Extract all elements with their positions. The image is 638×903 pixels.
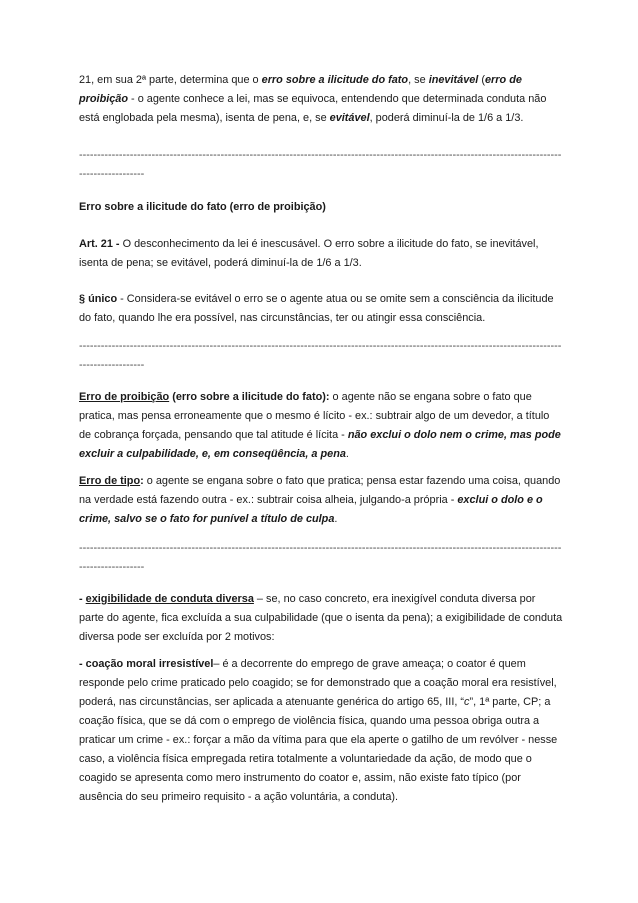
unico-label: § único: [79, 293, 118, 305]
intro-text: , se: [408, 74, 429, 86]
art21-text: O desconhecimento da lei é inescusável. O erro sobre a ilicitude do fato, se inevitável, isenta de pena; se evitável, poderá diminuí-la de 1/6 a 1/3.: [79, 238, 539, 269]
erro-tipo-paragraph: [79, 472, 563, 529]
coacao-text: – é a decorrente do emprego de grave ameaça; o coator é quem responde pelo crime praticado pelo coagido; se for demonstrado que a coação moral era resistível, poderá, nas circunstâncias, ser aplicada a atenuante genérica do artigo 65, III, “: [79, 658, 557, 708]
exigibilidade-dash: -: [79, 593, 86, 605]
section-heading: Erro sobre a ilicitude do fato (erro de proibição): [79, 201, 326, 213]
intro-text: 21, em sua 2ª parte, determina que o: [79, 74, 262, 86]
proibicao-conclusion: não exclui o dolo nem o crime, mas pode excluir a culpabilidade, e, em conseqüência, a pena: [79, 429, 561, 460]
term-erro-de-proibicao: Erro de proibição: [79, 391, 170, 403]
intro-text: , poderá diminuí-la de 1/6 a 1/3.: [369, 112, 524, 124]
intro-text: (: [478, 74, 485, 86]
erro-proibicao-paragraph: [79, 388, 563, 464]
exigibilidade-paragraph: [79, 590, 563, 647]
art21-label: Art. 21 -: [79, 238, 120, 250]
term-inevitavel: inevitável: [428, 74, 479, 86]
tipo-colon: :: [140, 475, 144, 487]
intro-paragraph: [79, 71, 563, 128]
separator-line: -------------------------------------------------------------------------------------------------------------------------------------------------------: [79, 340, 562, 371]
coacao-letter-c: c: [464, 696, 470, 708]
term-evitavel: evitável: [329, 112, 370, 124]
unico-text: - Considera-se evitável o erro se o agente atua ou se omite sem a consciência da ilicitude do fato, quando lhe era possível, nas circunstâncias, ter ou atingir essa consciência.: [79, 293, 554, 324]
term-coacao-moral: - coação moral irresistível: [79, 658, 214, 670]
proibicao-text: o agente não se engana sobre o fato que pratica, mas pensa erroneamente que o mesmo é lícito - ex.: subtrair algo de um devedor, a título de cobrança forçada, pensando que tal atitude é lícita -: [79, 391, 550, 441]
exigibilidade-text: – se, no caso concreto, era inexigível conduta diversa por parte do agente, fica excluída a sua culpabilidade (que o isenta da pena); a exigibilidade de conduta diversa pode ser excluída por 2 motivos:: [79, 593, 563, 643]
tipo-end: .: [334, 513, 338, 525]
tipo-conclusion: exclui o dolo e o crime, salvo se o fato for punível a título de culpa: [79, 494, 543, 525]
proibicao-paren: (erro sobre a ilicitude do fato):: [169, 391, 330, 403]
paragrafo-unico: [79, 290, 563, 328]
separator-line: -------------------------------------------------------------------------------------------------------------------------------------------------------: [79, 149, 562, 180]
tipo-text: o agente se engana sobre o fato que pratica; pensa estar fazendo uma coisa, quando na verdade está fazendo outra - ex.: subtrair coisa alheia, julgando-a própria -: [79, 475, 561, 506]
term-exigibilidade: exigibilidade de conduta diversa: [85, 593, 254, 605]
term-erro-de-tipo: Erro de tipo: [79, 475, 141, 487]
intro-text: - o agente conhece a lei, mas se equivoca, entendendo que determinada conduta não está englobada pela mesma), isenta de pena, e, se: [79, 93, 547, 124]
term-erro-proibicao: erro de proibição: [79, 74, 522, 105]
coacao-text: ”, 1ª parte, CP; a coação física, que se dá com o emprego de violência física, quando uma pessoa obriga outra a praticar um crime - ex.: forçar a mão da vítima para que ela aperte o gatilho de um revólver - nesse caso, a violência física empregada retira totalmente a voluntariedade da ação, de modo que o coagido se apresenta como mero instrumento do coator e, assim, não existe fato típico (por ausência do seu primeiro requisito - a ação voluntária, a conduta).: [79, 696, 558, 803]
term-erro-ilicitude: erro sobre a ilicitude do fato: [261, 74, 409, 86]
separator-line: -------------------------------------------------------------------------------------------------------------------------------------------------------: [79, 542, 562, 573]
coacao-paragraph: [79, 655, 563, 807]
art21-paragraph: [79, 235, 563, 273]
proibicao-end: .: [345, 448, 349, 460]
